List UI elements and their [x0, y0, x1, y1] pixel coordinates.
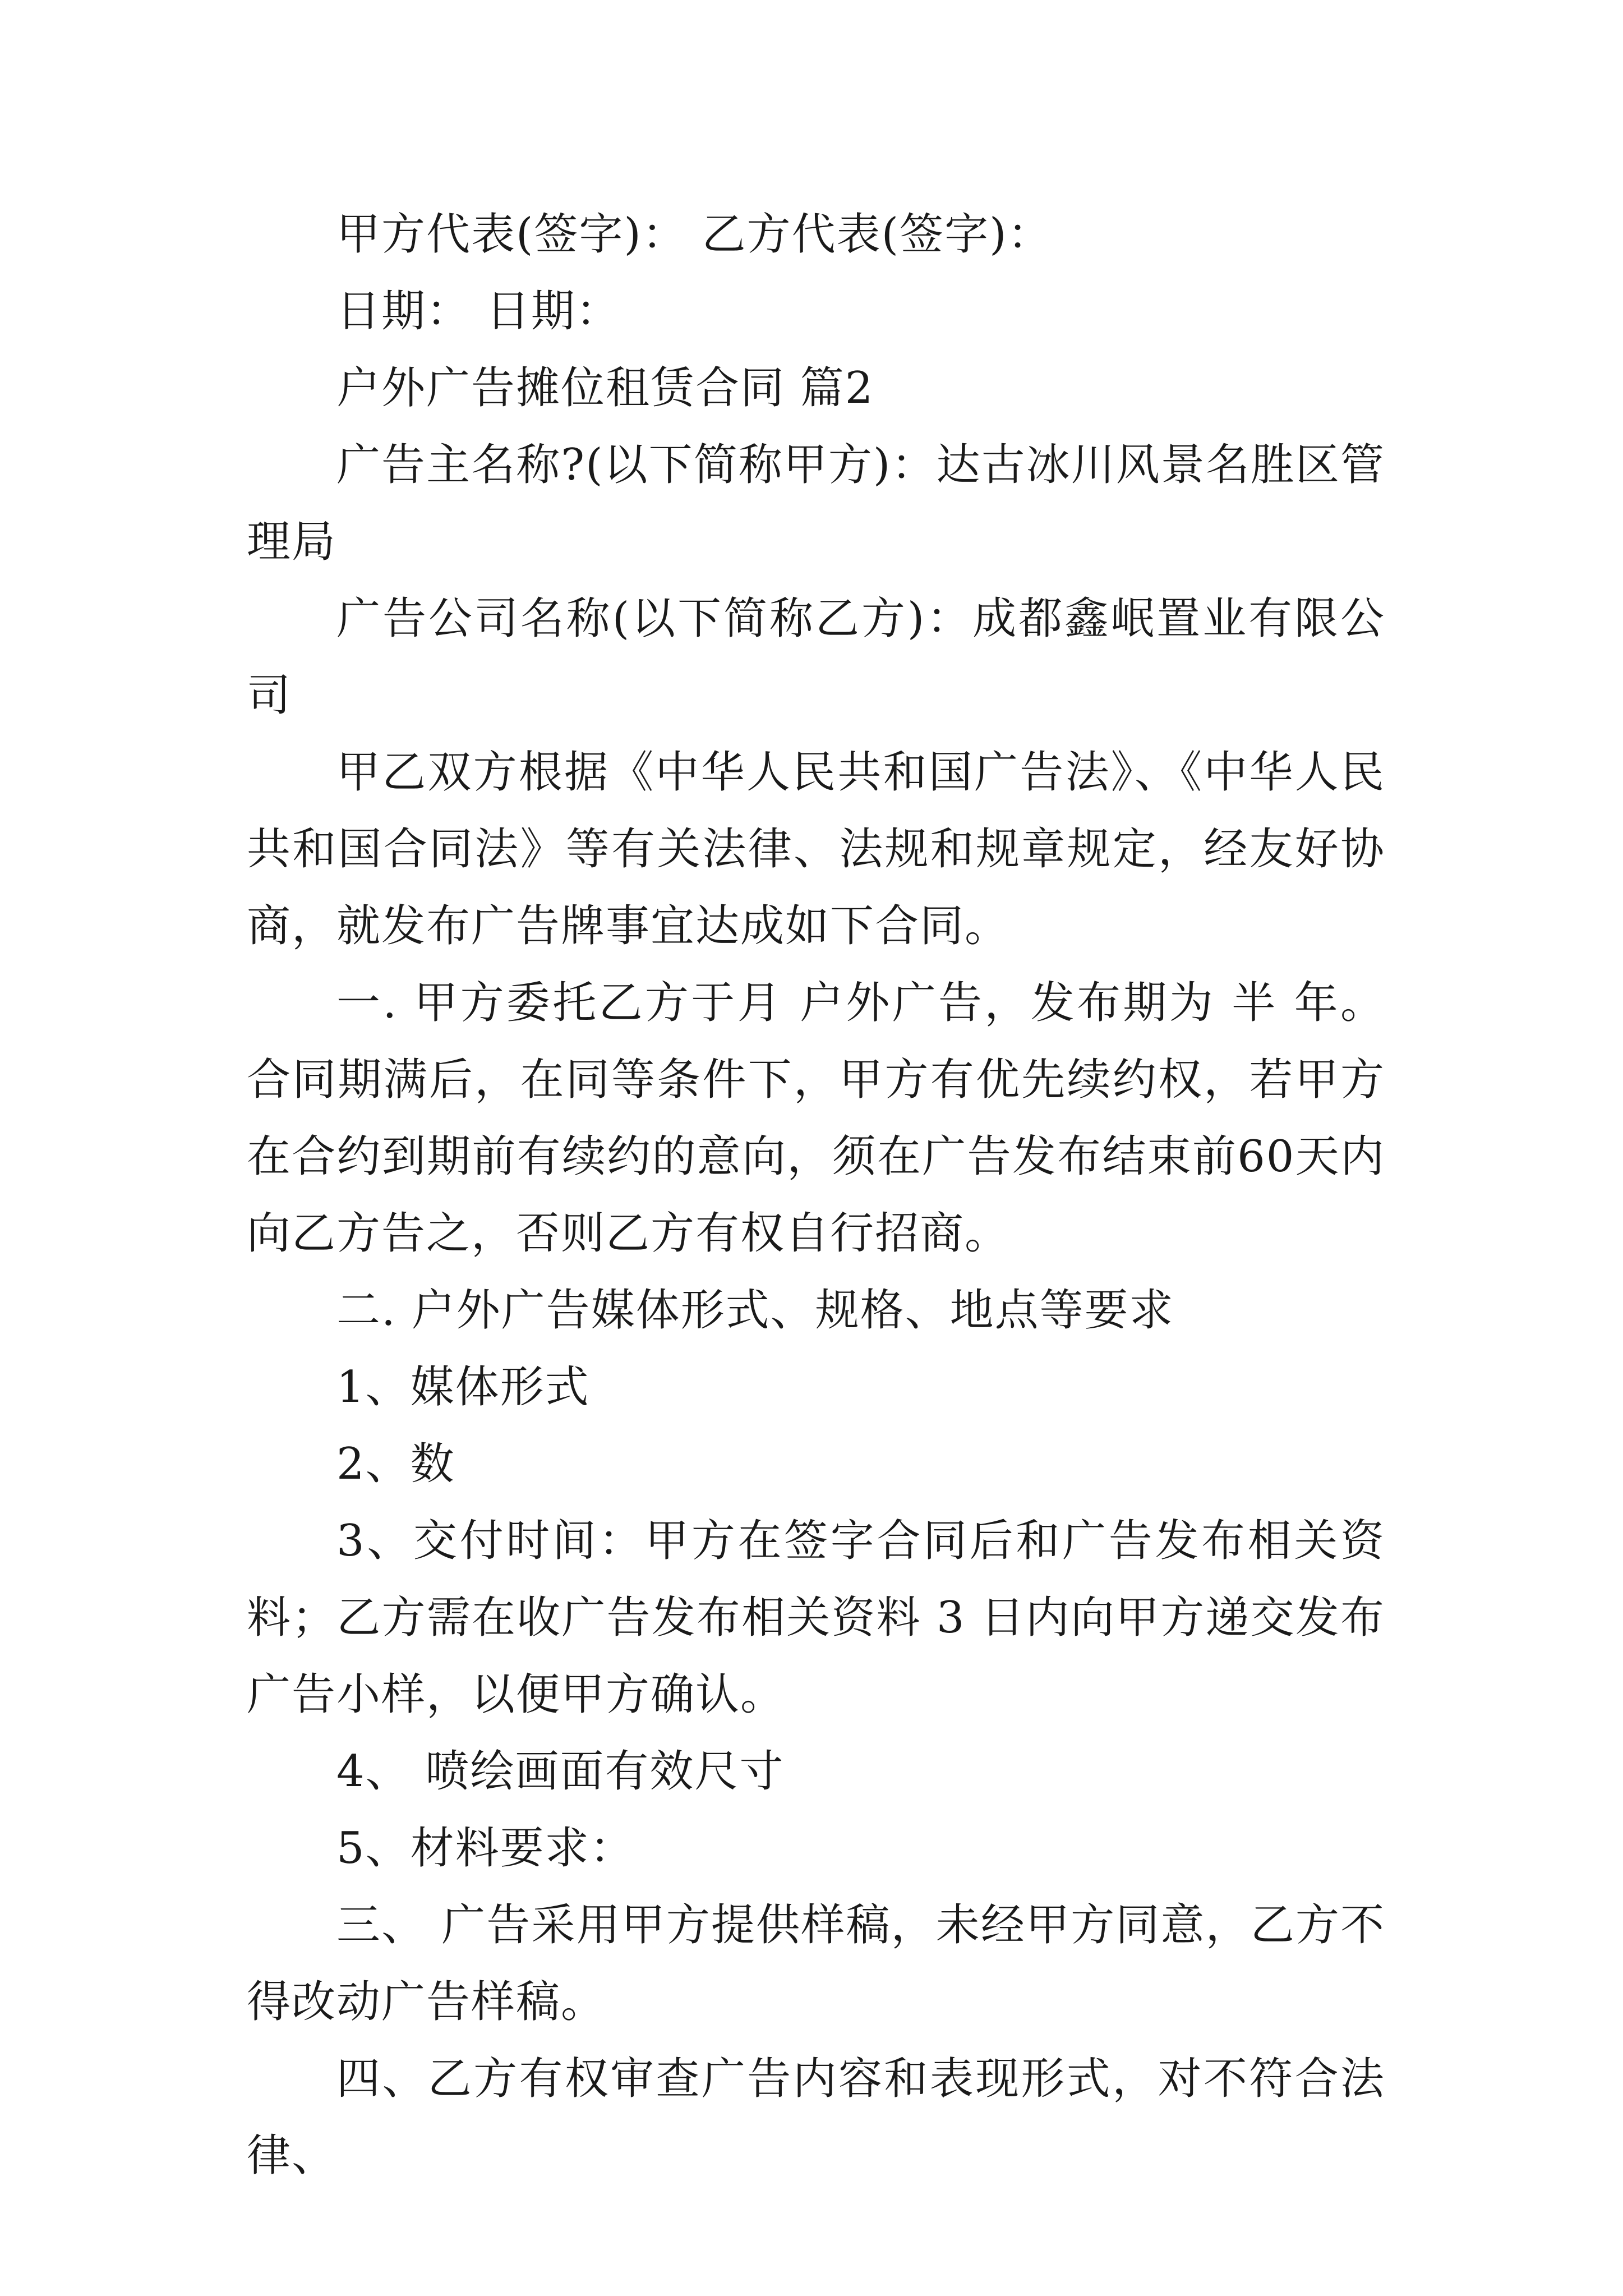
clause-2-item-5: 5、材料要求：	[336, 1823, 635, 1874]
advertiser-name: 广告主名称?(以下简称甲方)：达古冰川风景名胜区管理局	[247, 440, 1385, 567]
signature-line: 甲方代表(签字)： 乙方代表(签字)：	[336, 209, 1053, 260]
clause-3: 三、 广告采用甲方提供样稿，未经甲方同意，乙方不得改动广告样稿。	[247, 1900, 1385, 2027]
clause-4: 四、乙方有权审查广告内容和表现形式，对不符合法律、	[247, 2054, 1385, 2181]
preamble-paragraph: 甲乙双方根据《中华人民共和国广告法》、《中华人民共和国合同法》等有关法律、法规和规章规定，经友好协商，就发布广告牌事宜达成如下合同。	[247, 747, 1385, 951]
clause-2-heading: 二. 户外广告媒体形式、规格、地点等要求	[336, 1285, 1174, 1336]
document-body	[247, 196, 1385, 2194]
clause-2-item-4: 4、 喷绘画面有效尺寸	[336, 1746, 785, 1797]
clause-2-item-1: 1、媒体形式	[336, 1362, 590, 1412]
clause-1: 一. 甲方委托乙方于月 户外广告，发布期为 半 年。合同期满后，在同等条件下，甲方有优先续约权，若甲方在合约到期前有续约的意向，须在广告发布结束前60天内向乙方告之，否则乙方有权自行招商。	[247, 978, 1385, 1259]
date-line: 日期： 日期：	[336, 286, 621, 337]
clause-2-item-3: 3、交付时间：甲方在签字合同后和广告发布相关资料；乙方需在收广告发布相关资料 3 日内向甲方递交发布广告小样，以便甲方确认。	[247, 1516, 1385, 1720]
agency-name: 广告公司名称(以下简称乙方)：成都鑫岷置业有限公司	[247, 593, 1385, 721]
clause-2-item-2: 2、数	[336, 1439, 455, 1489]
section-title: 户外广告摊位租赁合同 篇2	[336, 363, 874, 413]
